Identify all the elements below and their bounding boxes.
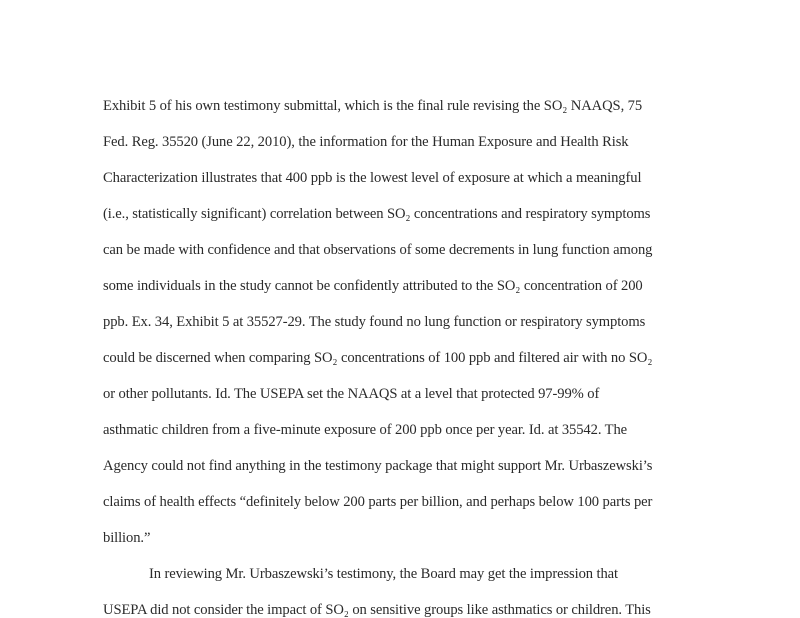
text-line: or other pollutants. Id. The USEPA set the NAAQS at a level that protected 97-99% of (103, 386, 600, 402)
text-line: ppb. Ex. 34, Exhibit 5 at 35527-29. The study found no lung function or respiratory symptoms (103, 314, 646, 330)
text-line: some individuals in the study cannot be confidently attributed to the SO₂ concentration of 200 (103, 278, 643, 294)
text-line: Fed. Reg. 35520 (June 22, 2010), the information for the Human Exposure and Health Risk (103, 134, 629, 150)
text-line: claims of health effects “definitely below 200 parts per billion, and perhaps below 100 parts per (103, 494, 653, 510)
text-line: can be made with confidence and that observations of some decrements in lung function among (103, 242, 653, 258)
text-line: In reviewing Mr. Urbaszewski’s testimony, the Board may get the impression that (149, 566, 619, 582)
text-line: Agency could not find anything in the testimony package that might support Mr. Urbaszewski’s (103, 458, 653, 474)
text-line: Characterization illustrates that 400 ppb is the lowest level of exposure at which a meaningful (103, 170, 642, 186)
text-line: USEPA did not consider the impact of SO₂ on sensitive groups like asthmatics or children. This (103, 602, 651, 618)
text-line: billion.” (103, 530, 151, 546)
text-line: (i.e., statistically significant) correlation between SO₂ concentrations and respiratory symptoms (103, 206, 651, 222)
text-line: asthmatic children from a five-minute exposure of 200 ppb once per year. Id. at 35542. The (103, 422, 628, 438)
text-line: Exhibit 5 of his own testimony submittal, which is the final rule revising the SO₂ NAAQS, 75 (103, 98, 643, 114)
text-line: could be discerned when comparing SO₂ concentrations of 100 ppb and filtered air with no SO₂ (103, 350, 653, 366)
